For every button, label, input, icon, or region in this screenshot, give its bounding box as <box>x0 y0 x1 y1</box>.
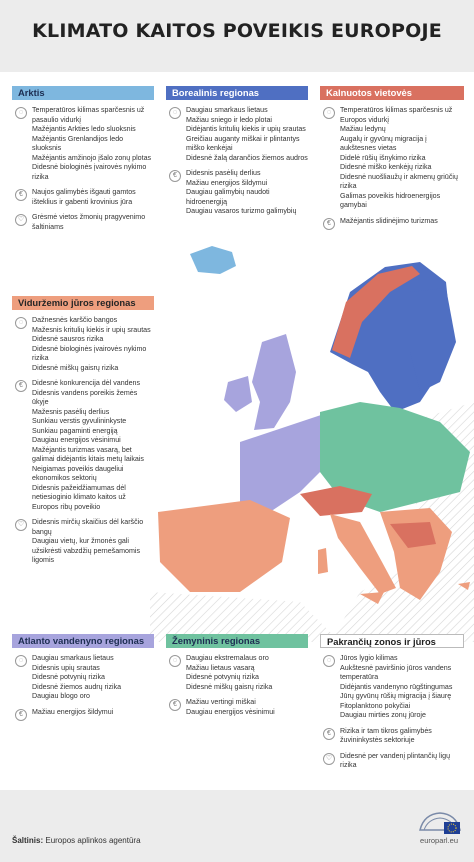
euro-icon: € <box>323 728 335 740</box>
euro-icon: € <box>15 709 27 721</box>
region-borealinis <box>166 86 308 217</box>
region-atlanto-header: Atlanto vandenyno regionas <box>12 634 154 648</box>
list-item: Daugiau energijos vėsinimui <box>186 707 275 716</box>
list-item: Mažėjantis amžinojo įšalo zonų plotas <box>32 153 152 162</box>
impact-icon: ◌ <box>15 655 27 667</box>
list-item: Mažiau lietaus vasarą <box>186 663 255 672</box>
list-item: Galimas poveikis hidroenergijos gamybai <box>340 191 441 209</box>
list-item: Mažiau energijos šildymui <box>186 178 268 187</box>
list-item: Didesnis mirčių skaičius dėl karščio bangų <box>32 518 144 536</box>
list-item: Mažiau energijos šildymui <box>32 707 114 716</box>
list-item: Didesnis pažeidžiamumas dėl netiesioginio klimato kaitos už Europos ribų poveikio <box>32 483 126 511</box>
group-health <box>320 752 464 771</box>
list-item: Didesnė miško kenkėjų rizika <box>340 163 432 171</box>
euro-icon: € <box>169 699 181 711</box>
list-item: Mažesnis pasėlių derlius <box>32 407 110 416</box>
list-item: Daugiau vietų, kur žmonės gali užsikrėsti vabzdžių pernešamomis ligomis <box>32 537 141 564</box>
list-item: Mažėjantis slidinėjimo turizmas <box>340 216 438 225</box>
list-item: Daugiau mirties zonų jūroje <box>340 711 426 719</box>
group-impact <box>166 654 308 692</box>
list-item: Didėjantis vandenyno rūgštingumas <box>340 682 453 691</box>
list-item: Sunkiau verstis gyvulininkyste <box>32 417 127 425</box>
list-item: Daugiau energijos vėsinimui <box>32 436 121 444</box>
list-item: Aukštesnė paviršinio jūros vandens temperatūra <box>340 663 452 681</box>
title-bar <box>0 0 474 72</box>
region-viduzemio <box>12 296 154 566</box>
group-economy <box>320 217 464 227</box>
map-britain <box>252 334 296 430</box>
group-economy <box>166 169 308 217</box>
list-item: Daugiau galimybių naudoti hidroenergiją <box>186 188 270 206</box>
list-item: Greičiau auganty miškai ir plintantys miško kenkėjai <box>186 134 300 152</box>
list-item: Daugiau smarkaus lietaus <box>32 654 114 662</box>
group-impact <box>12 316 154 373</box>
group-economy <box>12 188 154 207</box>
source-line <box>12 836 141 845</box>
region-kalnuotos <box>320 86 464 226</box>
list-item: Sunkiau pagaminti energiją <box>32 426 118 435</box>
list-item: Didesnė potvynių rizika <box>32 673 105 681</box>
list-item: Mažėjantis Arkties ledo sluoksnis <box>32 125 136 133</box>
list-item: Didesnė nuošliaužų ir akmenų griūčių rizika <box>340 172 458 190</box>
region-viduzemio-header: Viduržemio jūros regionas <box>12 296 154 310</box>
list-item: Mažiau sniego ir ledo plotai <box>186 115 272 124</box>
list-item: Mažiau ledynų <box>340 125 386 133</box>
page-title: KLIMATO KAITOS POVEIKIS EUROPOJE <box>32 20 442 42</box>
list-item: Didelė rūšių išnykimo rizika <box>340 153 426 162</box>
euro-icon: € <box>323 218 335 230</box>
list-item: Daugiau smarkaus lietaus <box>186 106 268 114</box>
list-item: Jūros lygio kilimas <box>340 654 398 662</box>
group-impact <box>12 106 154 182</box>
impact-icon: ◌ <box>169 107 181 119</box>
region-arktis <box>12 86 154 232</box>
heart-icon: ♡ <box>15 519 27 531</box>
map-iceland <box>190 246 236 274</box>
list-item: Didesnė miškų gaisrų rizika <box>32 363 119 372</box>
list-item: Fitoplanktono pokyčiai <box>340 701 411 710</box>
map-finland <box>410 288 456 392</box>
euro-icon: € <box>15 380 27 392</box>
region-kalnuotos-header: Kalnuotos vietovės <box>320 86 464 100</box>
group-impact <box>320 654 464 721</box>
impact-icon: ◌ <box>15 107 27 119</box>
list-item: Daugiau vasaros turizmo galimybių <box>186 207 297 215</box>
list-item: Didesnė žiemos audrų rizika <box>32 682 122 691</box>
map-ireland <box>224 376 252 412</box>
list-item: Temperatūros kilimas sparčesnis už Europos vidurkį <box>340 106 453 124</box>
list-item: Jūrų gyvūnų rūšių migracija į šiaurę <box>340 692 452 700</box>
region-zemyninis-header: Žemyninis regionas <box>166 634 308 648</box>
region-borealinis-header: Borealinis regionas <box>166 86 308 100</box>
group-economy <box>12 708 154 718</box>
list-item: Daugiau blogo oro <box>32 692 90 700</box>
impact-icon: ◌ <box>323 107 335 119</box>
list-item: Temperatūros kilimas sparčesnis už pasaulio vidurkį <box>32 106 145 124</box>
list-item: Didesnė biologinės įvairovės nykimo rizika <box>32 163 147 181</box>
list-item: Didesnė sausros rizika <box>32 335 104 343</box>
region-arktis-header: Arktis <box>12 86 154 100</box>
impact-icon: ◌ <box>323 655 335 667</box>
list-item: Daugiau ekstremalaus oro <box>186 654 269 662</box>
group-impact <box>320 106 464 211</box>
list-item: Didesnė biologinės įvairovės nykimo rizika <box>32 344 147 362</box>
list-item: Didesnė per vandenį plintančių ligų rizika <box>340 751 451 769</box>
region-pakranciu-header: Pakrančių zonos ir jūros <box>320 634 464 648</box>
list-item: Naujos galimybės išgauti gamtos išteklius ir gabenti krovinius jūra <box>32 188 136 206</box>
list-item: Grėsmė vietos žmonių pragyvenimo šaltiniams <box>32 213 146 231</box>
source-label: Šaltinis: <box>12 836 44 845</box>
list-item: Mažėjantis turizmas vasarą, bet galimai didėjantis kitais metų laikais <box>32 445 144 463</box>
list-item: Mažėjantis Grenlandijos ledo sluoksnis <box>32 134 124 152</box>
list-item: Didesnė miškų gaisrų rizika <box>186 682 273 691</box>
list-item: Rizika ir tam tikros galimybės žuvininkystės sektoriuje <box>340 726 432 744</box>
list-item: Augalų ir gyvūnų migracija į aukštesnes vietas <box>340 134 427 152</box>
heart-icon: ♡ <box>323 753 335 765</box>
list-item: Didesnis vandens poreikis žemės ūkyje <box>32 388 138 406</box>
list-item: Mažesnis kritulių kiekis ir upių srautas <box>32 325 151 334</box>
euro-icon: € <box>15 189 27 201</box>
heart-icon: ♡ <box>15 214 27 226</box>
list-item: Mažiau vertingi miškai <box>186 698 256 706</box>
group-health <box>12 213 154 232</box>
group-economy <box>12 379 154 512</box>
map-iberia <box>158 500 290 592</box>
euro-icon: € <box>169 170 181 182</box>
group-impact <box>12 654 154 702</box>
list-item: Didesnė potvynių rizika <box>186 673 259 681</box>
list-item: Didesnis upių srautas <box>32 663 100 672</box>
region-atlanto <box>12 634 154 717</box>
list-item: Didesnė konkurencija dėl vandens <box>32 379 141 387</box>
impact-icon: ◌ <box>15 317 27 329</box>
region-zemyninis <box>166 634 308 717</box>
group-impact <box>166 106 308 163</box>
region-pakranciu <box>320 634 464 771</box>
website-url: europarl.eu <box>420 836 458 845</box>
impact-icon: ◌ <box>169 655 181 667</box>
list-item: Didesnė žalą darančios žiemos audros <box>186 153 308 162</box>
list-item: Didesnis pasėlių derlius <box>186 169 261 177</box>
map-sardinia <box>318 548 328 574</box>
group-economy <box>166 698 308 717</box>
group-economy <box>320 727 464 746</box>
footer <box>0 790 474 862</box>
group-health <box>12 518 154 566</box>
list-item: Dažnesnės karščio bangos <box>32 316 118 324</box>
source-value: Europos aplinkos agentūra <box>45 836 141 845</box>
list-item: Didėjantis kritulių kiekis ir upių srautas <box>186 125 306 133</box>
list-item: Neigiamas poveikis daugeliui ekonomikos sektorių <box>32 464 124 482</box>
